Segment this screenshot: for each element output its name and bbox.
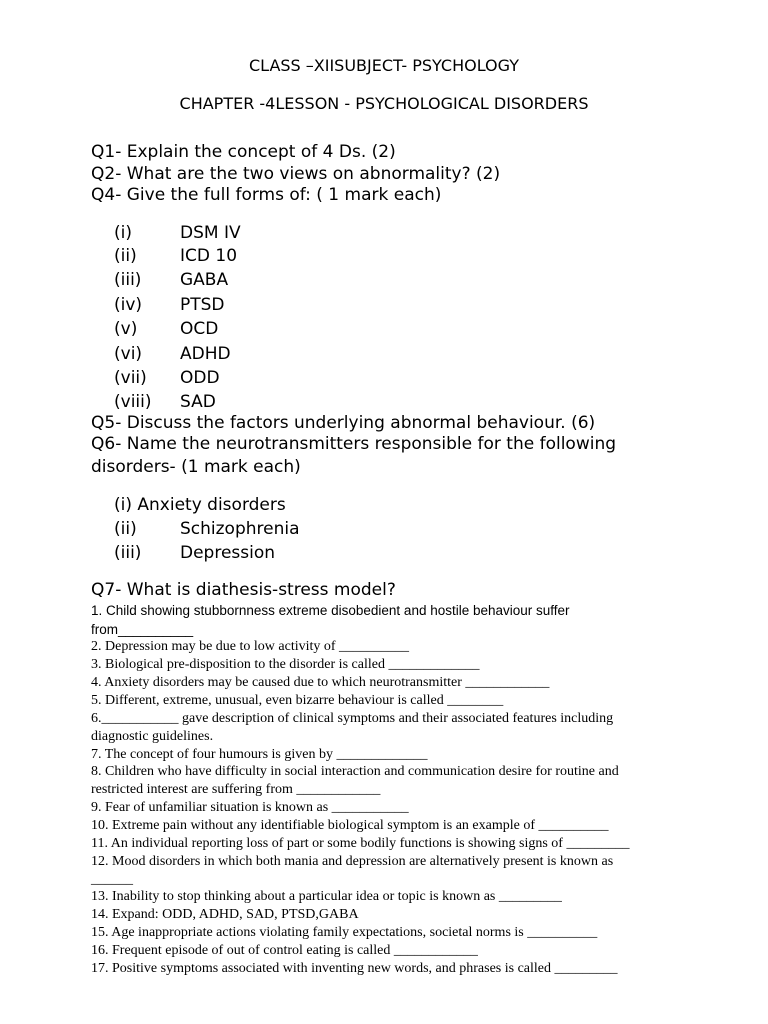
item-number: (i) Anxiety disorders (114, 495, 286, 515)
full-form-item (114, 295, 225, 315)
question-q6-line2: disorders- (1 mark each) (91, 457, 301, 477)
item-term: DSM IV (180, 223, 241, 243)
item-term: Depression (180, 543, 276, 563)
item-term: Schizophrenia (180, 519, 300, 539)
item-term: ODD (180, 368, 220, 388)
disorder-item (114, 543, 276, 563)
item-number: (iv) (114, 295, 143, 315)
fill-blank-line: 9. Fear of unfamiliar situation is known as ___________ (91, 800, 409, 815)
item-number: (ii) (114, 519, 137, 539)
fill-blank-1-line1: 1. Child showing stubbornness extreme disobedient and hostile behaviour suffer (91, 603, 570, 618)
fill-blank-line: 2. Depression may be due to low activity of __________ (91, 639, 410, 654)
question-q2: Q2- What are the two views on abnormality? (2) (91, 164, 501, 184)
full-form-item (114, 344, 231, 364)
item-term: ICD 10 (180, 246, 238, 266)
question-q7: Q7- What is diathesis-stress model? (91, 580, 396, 600)
disorder-item (114, 519, 300, 539)
fill-blank-line: diagnostic guidelines. (91, 729, 214, 744)
item-number: (vii) (114, 368, 147, 388)
fill-blank-line: 11. An individual reporting loss of part or some bodily functions is showing signs of _________ (91, 836, 630, 851)
fill-blank-line: 15. Age inappropriate actions violating family expectations, societal norms is __________ (91, 925, 598, 940)
fill-blank-line: 8. Children who have difficulty in social interaction and communication desire for routine and (91, 764, 619, 779)
fill-blank-line: 6.___________ gave description of clinical symptoms and their associated features including (91, 711, 614, 726)
fill-blank-line: 3. Biological pre-disposition to the disorder is called _____________ (91, 657, 480, 672)
fill-blank-line: restricted interest are suffering from ____________ (91, 782, 381, 797)
question-q5: Q5- Discuss the factors underlying abnormal behaviour. (6) (91, 413, 596, 433)
item-number: (ii) (114, 246, 137, 266)
item-number: (iii) (114, 543, 142, 563)
full-form-item (114, 368, 220, 388)
item-term: PTSD (180, 295, 225, 315)
full-form-item (114, 270, 229, 290)
item-term: SAD (180, 392, 216, 412)
fill-blank-line: 16. Frequent episode of out of control eating is called ____________ (91, 943, 478, 958)
fill-blank-1-line2: from__________ (91, 622, 194, 637)
fill-blank-line: 17. Positive symptoms associated with inventing new words, and phrases is called _________ (91, 961, 618, 976)
fill-blank-line: ______ (91, 872, 133, 887)
fill-blank-line: 12. Mood disorders in which both mania and depression are alternatively present is known as (91, 854, 614, 869)
item-number: (viii) (114, 392, 152, 412)
item-term: OCD (180, 319, 219, 339)
item-number: (i) (114, 223, 132, 243)
chapter-lesson-heading: CHAPTER -4LESSON - PSYCHOLOGICAL DISORDERS (179, 94, 589, 113)
full-form-item (114, 246, 238, 266)
disorder-item (114, 495, 286, 515)
fill-blank-line: 13. Inability to stop thinking about a particular idea or topic is known as _________ (91, 889, 562, 904)
fill-blank-line: 10. Extreme pain without any identifiable biological symptom is an example of __________ (91, 818, 609, 833)
question-q6-line1: Q6- Name the neurotransmitters responsible for the following (91, 434, 617, 454)
question-q4: Q4- Give the full forms of: ( 1 mark each) (91, 185, 442, 205)
item-term: ADHD (180, 344, 231, 364)
item-number: (v) (114, 319, 138, 339)
class-subject-heading: CLASS –XIISUBJECT- PSYCHOLOGY (248, 56, 519, 75)
full-form-item (114, 223, 241, 243)
full-form-item (114, 319, 219, 339)
full-form-item (114, 392, 216, 412)
fill-blank-line: 7. The concept of four humours is given by _____________ (91, 747, 428, 762)
item-term: GABA (180, 270, 229, 290)
fill-blank-line: 5. Different, extreme, unusual, even bizarre behaviour is called ________ (91, 693, 504, 708)
fill-blank-line: 14. Expand: ODD, ADHD, SAD, PTSD,GABA (91, 907, 359, 922)
item-number: (vi) (114, 344, 143, 364)
fill-blank-line: 4. Anxiety disorders may be caused due to which neurotransmitter ____________ (91, 675, 550, 690)
question-q1: Q1- Explain the concept of 4 Ds. (2) (91, 142, 396, 162)
item-number: (iii) (114, 270, 142, 290)
